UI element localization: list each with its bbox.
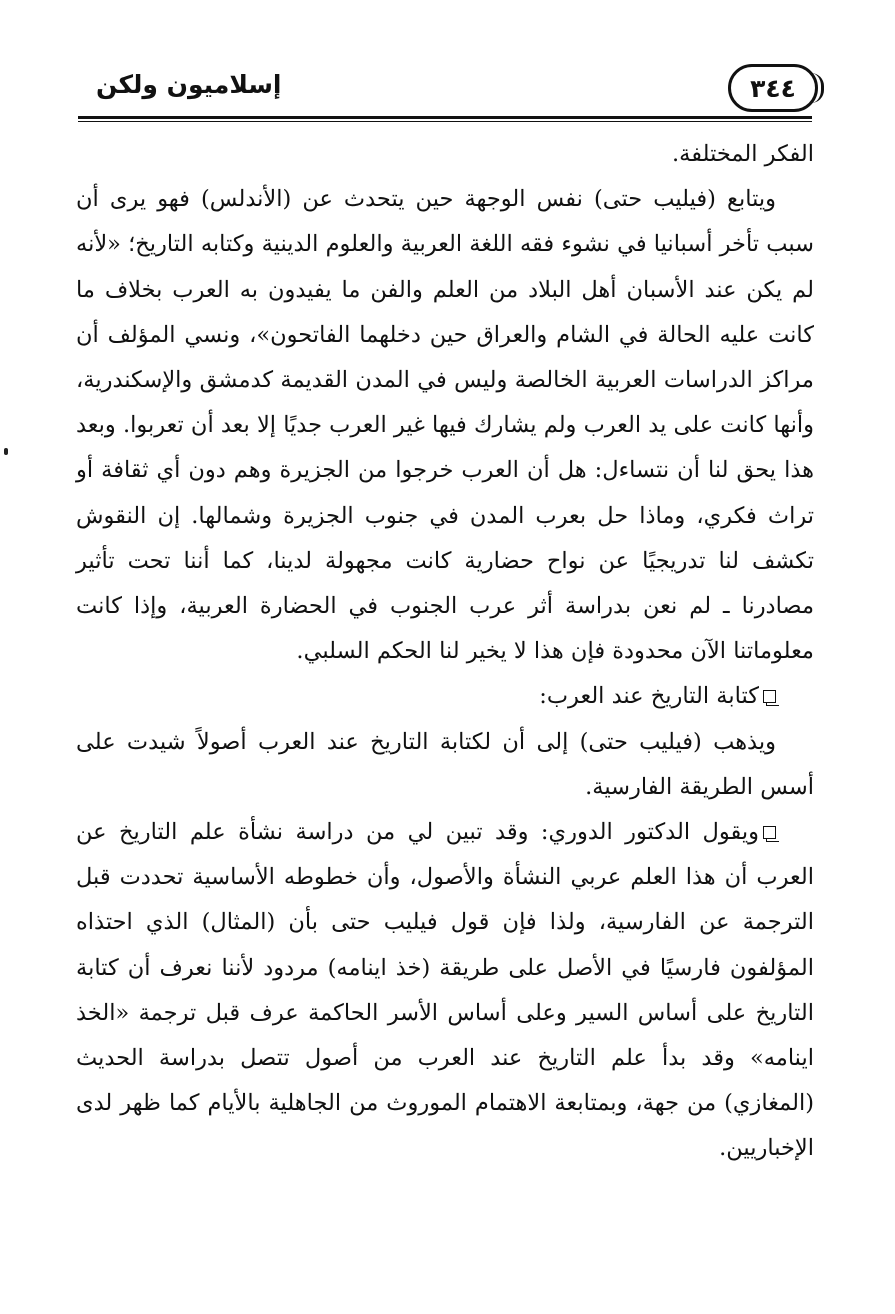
book-title: إسلاميون ولكن: [96, 70, 282, 99]
paragraph: [76, 720, 814, 810]
paragraph-text: ويقول الدكتور الدوري: وقد تبين لي من دراسة نشأة علم التاريخ عن العرب أن هذا العلم عربي النشأة والأصول، وأن خطوطه الأساسية تحددت قبل الترجمة عن الفارسية، ولذا فإن قول فيليب حتى بأن (المثال) الذي احتذاه المؤلفون فارسيًا في الأصل على طريقة (خذ اينامه) مردود لأننا نعرف أن كتابة التاريخ على أساس السير وعلى أساس الأسر الحاكمة عرف قبل ترجمة «الخذ اينامه» وقد بدأ علم التاريخ عند العرب من أصول تتصل بدراسة الحديث (المغازي) من جهة، وبمتابعة الاهتمام الموروث من الجاهلية بالأيام كما ظهر لدى الإخباريين.: [76, 819, 814, 1162]
paragraph-text: الفكر المختلفة.: [672, 141, 814, 167]
paragraph: [76, 177, 814, 674]
paragraph-text: ويتابع (فيليب حتى) نفس الوجهة حين يتحدث عن (الأندلس) فهو يرى أن سبب تأخر أسبانيا في نشوء فقه اللغة العربية والعلوم الدينية وكتابه التاريخ؛ «لأنه لم يكن عند الأسبان أهل البلاد من العلم والفن ما يفيدون به العرب بخلاف ما كانت عليه الحالة في الشام والعراق حين دخلهما الفاتحون»، ونسي المؤلف أن مراكز الدراسات العربية الخالصة وليس في المدن القديمة كدمشق والإسكندرية، وأنها كانت على يد العرب ولم يشارك فيها غير العرب جديًا إلا بعد أن تعربوا. وبعد هذا يحق لنا أن نتساءل: هل أن العرب خرجوا من الجزيرة وهم دون أي ثقافة أو تراث فكري، وماذا حل بعرب المدن في جنوب الجزيرة وشمالها. إن النقوش تكشف لنا تدريجيًا عن نواح حضارية كانت مجهولة لدينا، كما أننا تحت تأثير مصادرنا ـ لم نعن بدراسة أثر عرب الجنوب في الحضارة العربية، وإذا كانت معلوماتنا الآن محدودة فإن هذا لا يخير لنا الحكم السلبي.: [76, 186, 814, 665]
section-heading: [76, 674, 814, 719]
paragraph-text: ويذهب (فيليب حتى) إلى أن لكتابة التاريخ عند العرب أصولاً شيدت على أسس الطريقة الفارسية.: [76, 728, 814, 800]
paragraph: [76, 132, 814, 177]
margin-mark: [4, 448, 8, 455]
note-bullet-icon: [763, 826, 776, 839]
section-heading-text: كتابة التاريخ عند العرب:: [539, 683, 759, 710]
note-bullet-icon: [763, 690, 776, 703]
body-text: [76, 132, 814, 1172]
page-number: ٣٤٤: [728, 64, 818, 112]
header-rule: [78, 116, 812, 119]
header-rule-thin: [78, 121, 812, 122]
paragraph: [76, 810, 814, 1172]
page-header: [78, 62, 818, 120]
